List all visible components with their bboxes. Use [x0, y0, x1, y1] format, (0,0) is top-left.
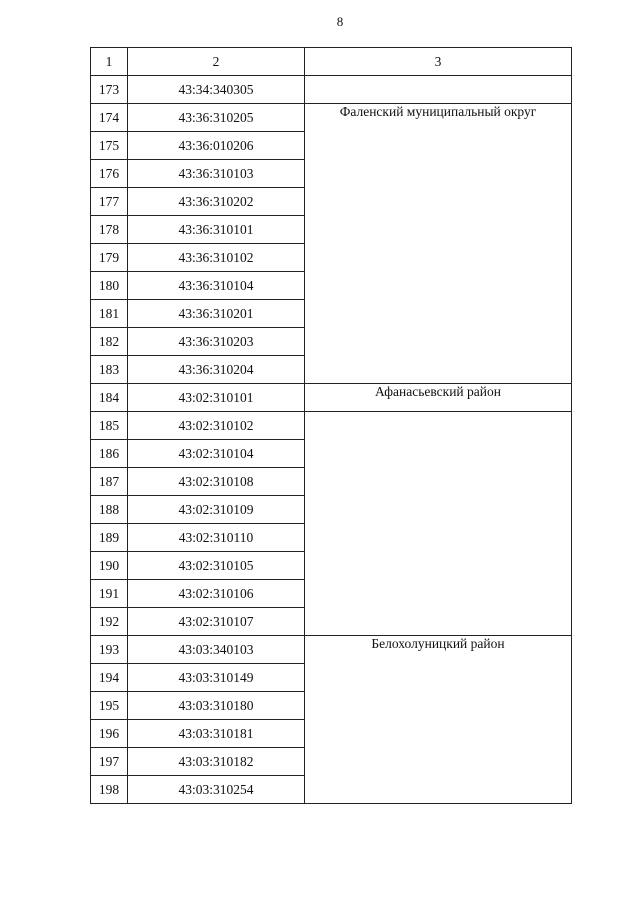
row-number: 191: [91, 580, 128, 608]
cadastral-number: 43:02:310102: [128, 412, 305, 440]
table-row: [91, 76, 572, 104]
row-number: 192: [91, 608, 128, 636]
cadastral-number: 43:02:310108: [128, 468, 305, 496]
column-header-3: 3: [305, 48, 572, 76]
cadastral-number: 43:03:310254: [128, 776, 305, 804]
cadastral-number: 43:02:310110: [128, 524, 305, 552]
cadastral-number: 43:36:310102: [128, 244, 305, 272]
column-header-1: 1: [91, 48, 128, 76]
column-header-2: 2: [128, 48, 305, 76]
row-number: 190: [91, 552, 128, 580]
row-number: 174: [91, 104, 128, 132]
row-number: 184: [91, 384, 128, 412]
row-number: 187: [91, 468, 128, 496]
region-cell: Афанасьевский район: [305, 384, 572, 412]
cadastral-number: 43:02:310107: [128, 608, 305, 636]
table-row: [91, 384, 572, 412]
row-number: 195: [91, 692, 128, 720]
cadastral-number: 43:36:310104: [128, 272, 305, 300]
row-number: 180: [91, 272, 128, 300]
cadastral-number: 43:36:310103: [128, 160, 305, 188]
row-number: 177: [91, 188, 128, 216]
table-row: [91, 412, 572, 440]
cadastral-number: 43:02:310101: [128, 384, 305, 412]
row-number: 186: [91, 440, 128, 468]
cadastral-number: 43:03:340103: [128, 636, 305, 664]
region-cell: Фаленский муниципальный округ: [305, 104, 572, 384]
row-number: 179: [91, 244, 128, 272]
row-number: 198: [91, 776, 128, 804]
data-table: [90, 47, 572, 804]
cadastral-number: 43:36:310202: [128, 188, 305, 216]
region-cell: Белохолуницкий район: [305, 636, 572, 804]
table-row: [91, 636, 572, 664]
row-number: 178: [91, 216, 128, 244]
table-header-row: [91, 48, 572, 76]
row-number: 176: [91, 160, 128, 188]
row-number: 185: [91, 412, 128, 440]
row-number: 173: [91, 76, 128, 104]
row-number: 181: [91, 300, 128, 328]
cadastral-number: 43:36:310101: [128, 216, 305, 244]
cadastral-number: 43:03:310182: [128, 748, 305, 776]
row-number: 183: [91, 356, 128, 384]
cadastral-number: 43:36:010206: [128, 132, 305, 160]
page-number: 8: [336, 14, 344, 29]
row-number: 188: [91, 496, 128, 524]
row-number: 182: [91, 328, 128, 356]
row-number: 194: [91, 664, 128, 692]
cadastral-number: 43:02:310106: [128, 580, 305, 608]
row-number: 193: [91, 636, 128, 664]
table-body: [91, 76, 572, 804]
row-number: 189: [91, 524, 128, 552]
row-number: 197: [91, 748, 128, 776]
cadastral-number: 43:36:310204: [128, 356, 305, 384]
table-row: [91, 104, 572, 132]
cadastral-number: 43:03:310181: [128, 720, 305, 748]
cadastral-number: 43:02:310105: [128, 552, 305, 580]
cadastral-number: 43:02:310109: [128, 496, 305, 524]
cadastral-number: 43:03:310149: [128, 664, 305, 692]
row-number: 175: [91, 132, 128, 160]
cadastral-number: 43:36:310205: [128, 104, 305, 132]
row-number: 196: [91, 720, 128, 748]
cadastral-number: 43:03:310180: [128, 692, 305, 720]
cadastral-number: 43:02:310104: [128, 440, 305, 468]
region-cell: [305, 76, 572, 104]
cadastral-number: 43:36:310201: [128, 300, 305, 328]
cadastral-number: 43:36:310203: [128, 328, 305, 356]
region-cell: [305, 412, 572, 636]
cadastral-number: 43:34:340305: [128, 76, 305, 104]
